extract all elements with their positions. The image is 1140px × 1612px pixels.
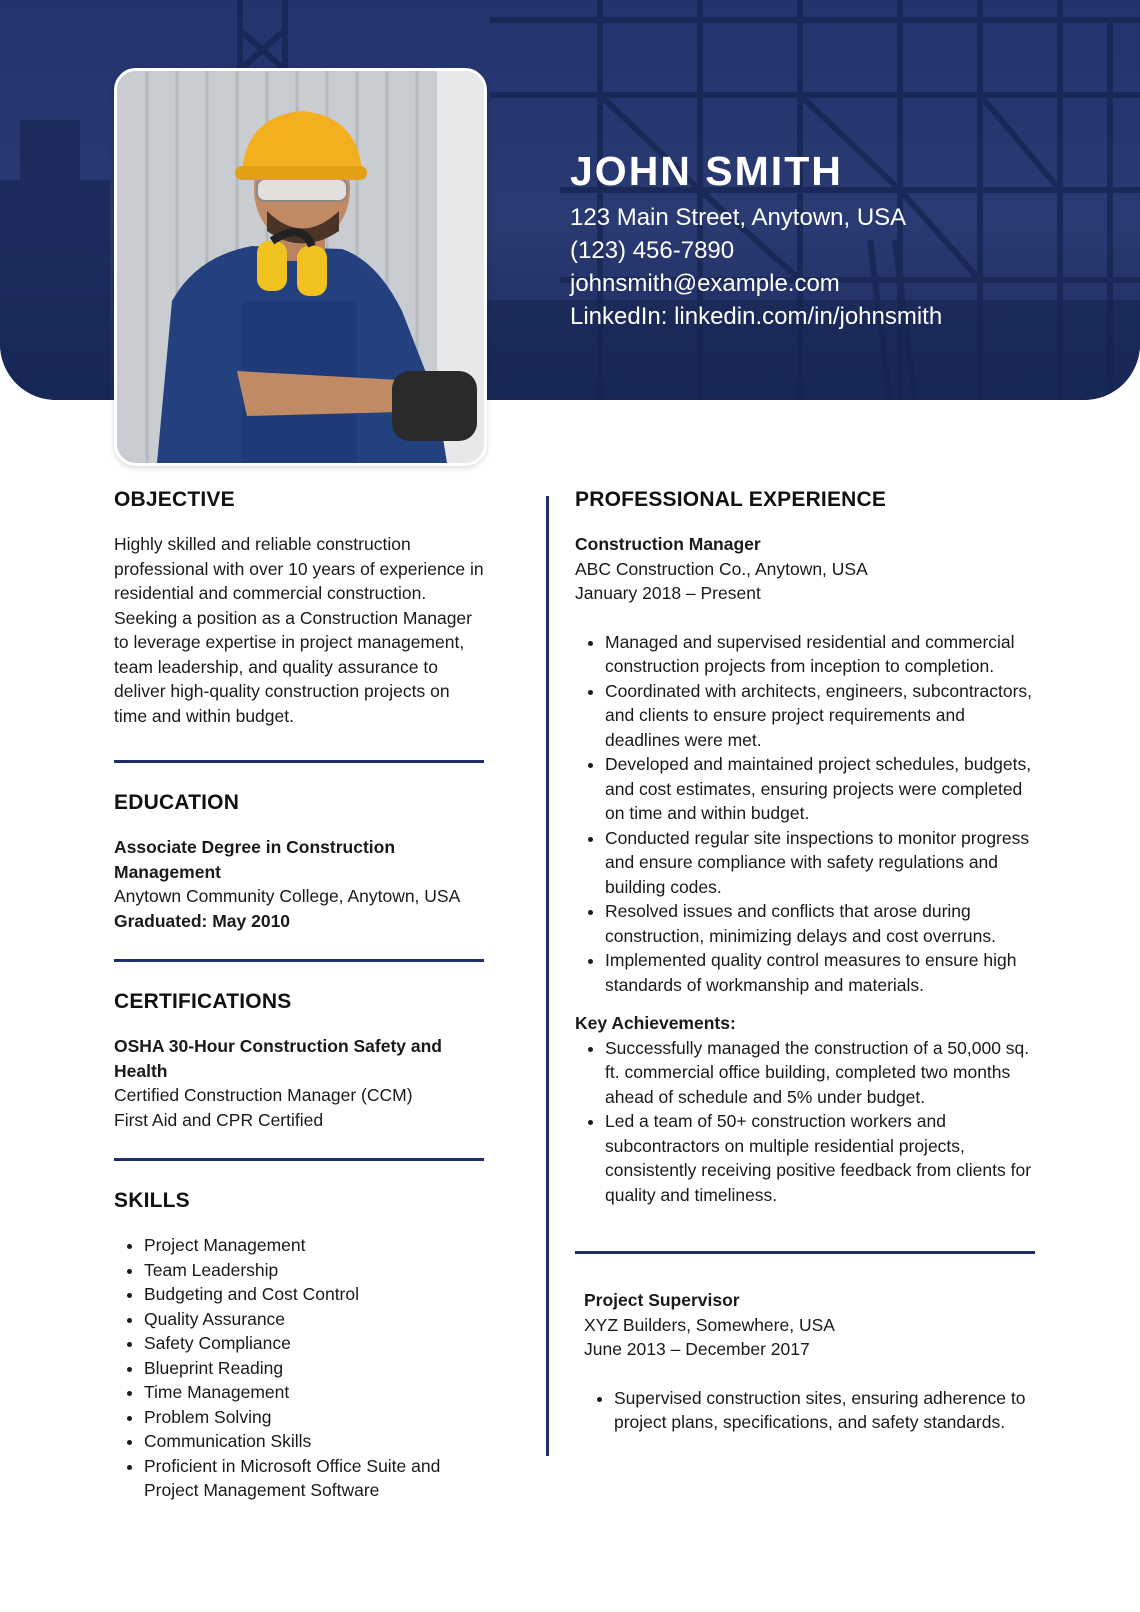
responsibility-item: • Resolved issues and conflicts that arose during construction, minimizing delays and cost overruns. [605,899,1035,948]
education-heading: EDUCATION [114,791,240,814]
objective-section [114,488,484,728]
school-name: Anytown Community College, Anytown, USA [114,886,461,906]
job-company: ABC Construction Co., Anytown, USA [575,558,868,579]
job-responsibilities [575,630,1035,998]
phone-text[interactable]: (123) 456-7890 [570,237,735,264]
candidate-name: JOHN SMITH [570,148,843,194]
job-dates: January 2018 – Present [575,583,761,603]
certification-item: First Aid and CPR Certified [114,1109,324,1130]
responsibility-item: • Supervised construction sites, ensuring adherence to project plans, specifications, and safety standards. [614,1386,1035,1435]
responsibility-item: • Implemented quality control measures to ensure high standards of workmanship and materials. [605,948,1035,997]
job-title: Project Supervisor [584,1290,740,1310]
achievement-item: • Successfully managed the construction of a 50,000 sq. ft. commercial office building, completed two months ahead of schedule and 5% under budget. [605,1036,1035,1110]
skill-item: • Time Management [144,1380,484,1405]
section-divider [114,959,484,962]
address-text: 123 Main Street, Anytown, USA [570,204,907,231]
achievements-list [575,1036,1035,1208]
job-company: XYZ Builders, Somewhere, USA [584,1314,835,1335]
skill-item: • Team Leadership [144,1258,484,1283]
skill-item: • Problem Solving [144,1405,484,1430]
objective-heading: OBJECTIVE [114,488,235,511]
skill-item: • Safety Compliance [144,1331,484,1356]
job-dates: June 2013 – December 2017 [584,1339,810,1359]
column-divider [546,496,549,1456]
skills-section [114,1189,484,1503]
responsibility-item: • Developed and maintained project schedules, budgets, and cost estimates, ensuring projects were completed on time and within budget. [605,752,1035,826]
skill-item: • Blueprint Reading [144,1356,484,1381]
skill-item: • Budgeting and Cost Control [144,1282,484,1307]
right-column [575,488,1035,1435]
skill-item: • Proficient in Microsoft Office Suite and Project Management Software [144,1454,484,1503]
responsibility-item: • Coordinated with architects, engineers, subcontractors, and clients to ensure project requirements and deadlines were met. [605,679,1035,753]
objective-text: Highly skilled and reliable construction professional with over 10 years of experience in residential and commercial construction. Seeking a position as a Construction Manager to leverage expertise in project management, team leadership, and quality assurance to deliver high-quality construction projects on time and within budget. [114,534,484,726]
graduation-date: Graduated: May 2010 [114,910,291,931]
section-divider [114,1158,484,1161]
certification-item: OSHA 30-Hour Construction Safety and Health [114,1036,442,1081]
degree-title: Associate Degree in Construction Management [114,837,396,882]
job-title: Construction Manager [575,534,761,554]
responsibility-item: • Conducted regular site inspections to monitor progress and ensure compliance with safety regulations and building codes. [605,826,1035,900]
achievement-item: • Led a team of 50+ construction workers and subcontractors on multiple residential projects, consistently receiving positive feedback from clients for quality and timeliness. [605,1109,1035,1207]
email-link[interactable]: johnsmith@example.com [570,270,840,297]
profile-photo [114,68,487,466]
construction-worker-icon [117,71,484,463]
skill-item: • Communication Skills [144,1429,484,1454]
certification-item: Certified Construction Manager (CCM) [114,1085,413,1105]
section-divider [575,1251,1035,1254]
job-responsibilities [584,1386,1035,1435]
job-entry [575,1288,1035,1435]
achievements-label: Key Achievements: [575,1013,736,1033]
skill-item: • Project Management [144,1233,484,1258]
left-column [114,488,484,1503]
skills-heading: SKILLS [114,1189,190,1212]
skills-list [114,1233,484,1503]
certifications-section [114,990,484,1132]
experience-heading: PROFESSIONAL EXPERIENCE [575,488,887,511]
section-divider [114,760,484,763]
linkedin-link[interactable]: LinkedIn: linkedin.com/in/johnsmith [570,303,943,330]
responsibility-item: • Managed and supervised residential and commercial construction projects from inception to completion. [605,630,1035,679]
education-section [114,791,484,933]
certifications-heading: CERTIFICATIONS [114,990,292,1013]
skill-item: • Quality Assurance [144,1307,484,1332]
job-entry [575,532,1035,1207]
contact-block [570,148,942,333]
